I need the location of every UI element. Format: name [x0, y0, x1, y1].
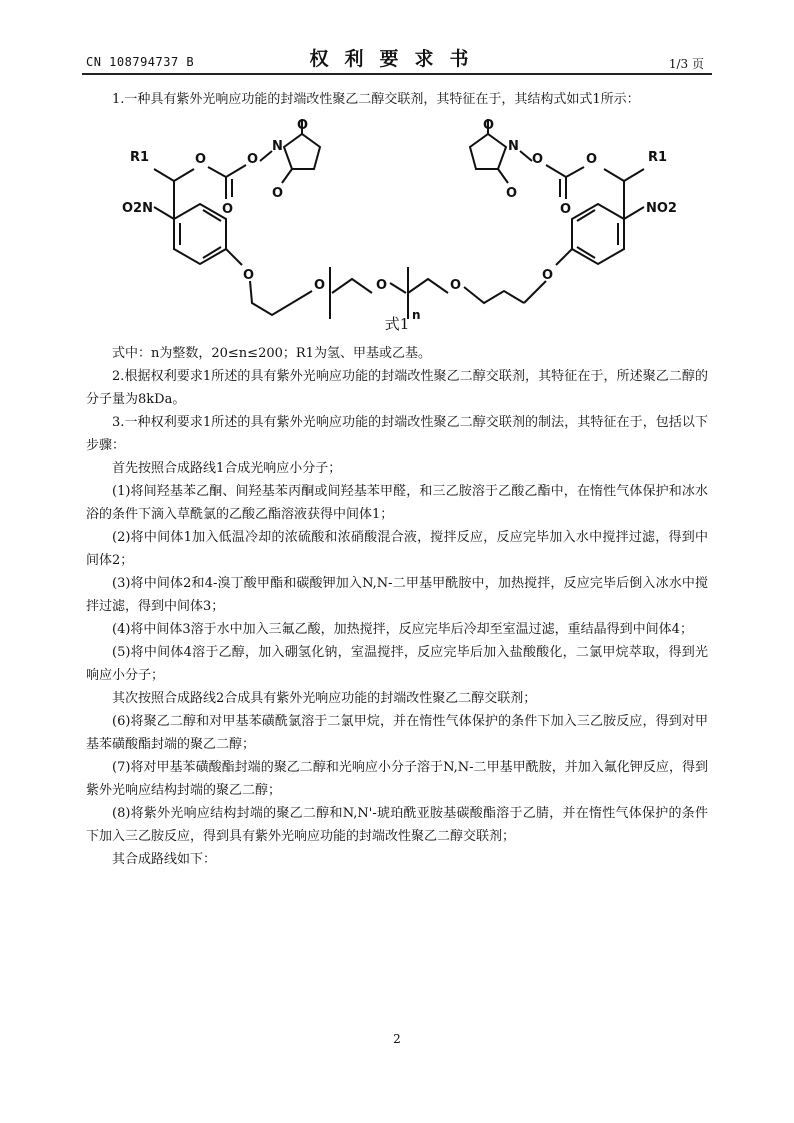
synthesis-route-intro: 其合成路线如下： — [112, 852, 217, 867]
atom-o-label: O — [314, 278, 326, 293]
step-8: (8)将紫外光响应结构封端的聚乙二醇和N,N'-琥珀酰亚胺基碳酸酯溶于乙腈，并在惰性气体保护的条件下加入三乙胺反应，得到具有紫外光响应功能的封端改性聚乙二醇交联剂； — [86, 806, 708, 844]
header-divider — [82, 73, 712, 75]
chemical-structure-diagram — [102, 118, 702, 322]
atom-o-label: O — [560, 202, 572, 217]
page-indicator: 1/3 页 — [668, 57, 704, 71]
route-1-intro: 首先按照合成路线1合成光响应小分子； — [112, 461, 342, 476]
step-6: (6)将聚乙二醇和对甲基苯磺酰氯溶于二氯甲烷，并在惰性气体保护的条件下加入三乙胺反应，得到对甲基苯磺酸酯封端的聚乙二醇； — [86, 714, 708, 752]
chemical-structure-figure — [86, 118, 708, 322]
atom-o-label: O — [376, 278, 388, 293]
atom-n-label: N — [272, 139, 283, 154]
route-2-intro: 其次按照合成路线2合成具有紫外光响应功能的封端改性聚乙二醇交联剂； — [112, 691, 537, 706]
atom-o-label: O — [532, 152, 544, 167]
step-1: (1)将间羟基苯乙酮、间羟基苯丙酮或间羟基苯甲醛，和三乙胺溶于乙酸乙酯中，在惰性气体保护和冰水浴的条件下滴入草酰氯的乙酸乙酯溶液获得中间体1； — [86, 484, 708, 522]
figure-caption: 式1 — [384, 315, 410, 333]
atom-o-label: O — [483, 118, 495, 133]
atom-o-label: O — [195, 152, 207, 167]
page-number: 2 — [393, 1032, 401, 1046]
document-title: 权利要求书 — [309, 48, 485, 70]
atom-n-label: N — [508, 139, 519, 154]
step-5: (5)将中间体4溶于乙醇，加入硼氢化钠，室温搅拌，反应完毕后加入盐酸酸化，二氯甲烷萃取，得到光响应小分子； — [86, 645, 708, 683]
no2-right-label: NO2 — [646, 201, 677, 216]
atom-o-label: O — [247, 152, 259, 167]
patent-number: CN 108794737 B — [86, 55, 195, 69]
n-index-label: n — [412, 308, 421, 322]
claim-3: 3.一种权利要求1所述的具有紫外光响应功能的封端改性聚乙二醇交联剂的制法，其特征在于，包括以下步骤： — [86, 415, 708, 453]
claim-2: 2.根据权利要求1所述的具有紫外光响应功能的封端改性聚乙二醇交联剂，其特征在于，所述聚乙二醇的分子量为8kDa。 — [86, 369, 708, 407]
r1-right-label: R1 — [648, 150, 668, 165]
step-2: (2)将中间体1加入低温冷却的浓硫酸和浓硝酸混合液，搅拌反应，反应完毕加入水中搅拌过滤，得到中间体2； — [86, 530, 708, 568]
claims-body — [86, 88, 708, 871]
atom-o-label: O — [272, 186, 284, 201]
step-3: (3)将中间体2和4-溴丁酸甲酯和碳酸钾加入N,N-二甲基甲酰胺中，加热搅拌，反应完毕后倒入冰水中搅拌过滤，得到中间体3； — [86, 576, 708, 614]
atom-o-label: O — [450, 278, 462, 293]
atom-o-label: O — [506, 186, 518, 201]
no2-left-label: O2N — [122, 201, 153, 216]
step-4: (4)将中间体3溶于水中加入三氟乙酸，加热搅拌，反应完毕后冷却至室温过滤，重结晶得到中间体4； — [112, 622, 693, 637]
r1-left-label: R1 — [130, 150, 150, 165]
step-7: (7)将对甲基苯磺酸酯封端的聚乙二醇和光响应小分子溶于N,N-二甲基甲酰胺，并加入氟化钾反应，得到紫外光响应结构封端的聚乙二醇； — [86, 760, 708, 798]
atom-o-label: O — [542, 268, 554, 283]
atom-o-label: O — [222, 202, 234, 217]
atom-o-label: O — [297, 118, 309, 133]
claim-1-note: 式中：n为整数，20≤n≤200；R1为氢、甲基或乙基。 — [112, 346, 431, 361]
claim-1: 1.一种具有紫外光响应功能的封端改性聚乙二醇交联剂，其特征在于，其结构式如式1所示： — [112, 92, 640, 107]
atom-o-label: O — [586, 152, 598, 167]
atom-o-label: O — [243, 268, 255, 283]
